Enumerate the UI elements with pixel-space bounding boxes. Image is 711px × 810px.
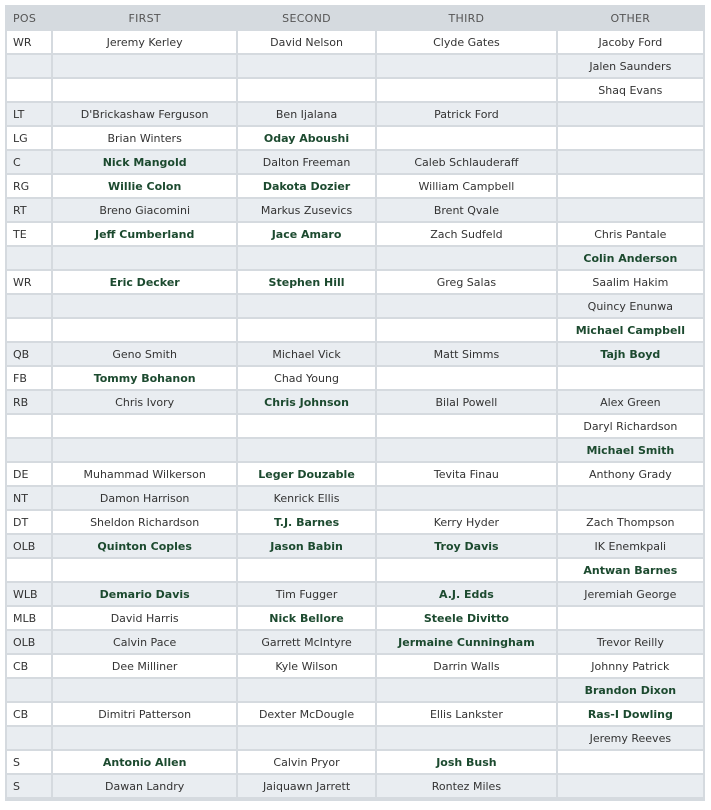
cell-other: Brandon Dixon [558, 679, 703, 701]
cell-first [53, 79, 236, 101]
table-row [7, 439, 703, 461]
cell-first: Calvin Pace [53, 631, 236, 653]
table-row [7, 583, 703, 605]
table-row [7, 295, 703, 317]
cell-first: Demario Davis [53, 583, 236, 605]
table-row [7, 751, 703, 773]
cell-other [558, 175, 703, 197]
cell-pos: NT [7, 487, 51, 509]
table-row [7, 559, 703, 581]
table-row [7, 247, 703, 269]
cell-third: Bilal Powell [377, 391, 556, 413]
cell-third: Troy Davis [377, 535, 556, 557]
cell-second: Chris Johnson [238, 391, 375, 413]
cell-pos [7, 79, 51, 101]
cell-second [238, 727, 375, 749]
cell-second [238, 439, 375, 461]
cell-second [238, 55, 375, 77]
table-row [7, 391, 703, 413]
cell-other: Alex Green [558, 391, 703, 413]
cell-first [53, 559, 236, 581]
cell-pos: RT [7, 199, 51, 221]
cell-first [53, 439, 236, 461]
cell-other: Jeremy Reeves [558, 727, 703, 749]
header-third: THIRD [377, 7, 556, 29]
cell-third: Jermaine Cunningham [377, 631, 556, 653]
table-row [7, 511, 703, 533]
table-row [7, 127, 703, 149]
cell-other: Jeremiah George [558, 583, 703, 605]
depth-chart-body [7, 31, 703, 797]
cell-second: Markus Zusevics [238, 199, 375, 221]
cell-first [53, 295, 236, 317]
table-row [7, 655, 703, 677]
cell-first: Jeff Cumberland [53, 223, 236, 245]
table-row [7, 607, 703, 629]
cell-third [377, 319, 556, 341]
cell-other: Ras-I Dowling [558, 703, 703, 725]
cell-third: Ellis Lankster [377, 703, 556, 725]
cell-pos: DE [7, 463, 51, 485]
table-row [7, 31, 703, 53]
cell-second: Dakota Dozier [238, 175, 375, 197]
cell-pos: LT [7, 103, 51, 125]
cell-other: Trevor Reilly [558, 631, 703, 653]
cell-other: Chris Pantale [558, 223, 703, 245]
cell-third [377, 295, 556, 317]
cell-pos: TE [7, 223, 51, 245]
cell-second: David Nelson [238, 31, 375, 53]
cell-other [558, 487, 703, 509]
cell-pos: LG [7, 127, 51, 149]
cell-other [558, 607, 703, 629]
cell-second [238, 79, 375, 101]
cell-first: Sheldon Richardson [53, 511, 236, 533]
table-row [7, 151, 703, 173]
cell-first: Breno Giacomini [53, 199, 236, 221]
cell-pos [7, 55, 51, 77]
cell-first: Brian Winters [53, 127, 236, 149]
cell-first: Damon Harrison [53, 487, 236, 509]
cell-pos: RG [7, 175, 51, 197]
cell-third: William Campbell [377, 175, 556, 197]
table-row [7, 487, 703, 509]
cell-pos: MLB [7, 607, 51, 629]
header-second: SECOND [238, 7, 375, 29]
cell-first: Geno Smith [53, 343, 236, 365]
cell-second [238, 247, 375, 269]
cell-third: Patrick Ford [377, 103, 556, 125]
header-first: FIRST [53, 7, 236, 29]
cell-other: Shaq Evans [558, 79, 703, 101]
cell-other: Jacoby Ford [558, 31, 703, 53]
cell-pos: WLB [7, 583, 51, 605]
cell-other: Tajh Boyd [558, 343, 703, 365]
cell-first [53, 727, 236, 749]
table-row [7, 631, 703, 653]
cell-third: Greg Salas [377, 271, 556, 293]
cell-first [53, 319, 236, 341]
cell-first [53, 55, 236, 77]
table-row [7, 775, 703, 797]
cell-second [238, 295, 375, 317]
cell-second: Kyle Wilson [238, 655, 375, 677]
table-row [7, 223, 703, 245]
cell-third [377, 727, 556, 749]
cell-second: Stephen Hill [238, 271, 375, 293]
cell-third [377, 55, 556, 77]
cell-other: Colin Anderson [558, 247, 703, 269]
table-row [7, 679, 703, 701]
cell-third [377, 679, 556, 701]
table-row [7, 199, 703, 221]
cell-third: Caleb Schlauderaff [377, 151, 556, 173]
cell-other: Saalim Hakim [558, 271, 703, 293]
cell-second [238, 679, 375, 701]
cell-pos: QB [7, 343, 51, 365]
cell-third [377, 439, 556, 461]
cell-second: Oday Aboushi [238, 127, 375, 149]
table-row [7, 55, 703, 77]
cell-second: Calvin Pryor [238, 751, 375, 773]
cell-other [558, 103, 703, 125]
cell-first: Dee Milliner [53, 655, 236, 677]
table-row [7, 319, 703, 341]
cell-pos [7, 439, 51, 461]
cell-other [558, 199, 703, 221]
cell-other [558, 751, 703, 773]
cell-pos: DT [7, 511, 51, 533]
cell-second: Jason Babin [238, 535, 375, 557]
table-row [7, 463, 703, 485]
cell-first: Quinton Coples [53, 535, 236, 557]
cell-second: Ben Ijalana [238, 103, 375, 125]
header-pos: POS [7, 7, 51, 29]
cell-other [558, 367, 703, 389]
cell-pos: CB [7, 655, 51, 677]
cell-pos: FB [7, 367, 51, 389]
cell-first [53, 679, 236, 701]
header-other: OTHER [558, 7, 703, 29]
depth-chart [5, 5, 705, 801]
header-row [7, 7, 703, 29]
cell-first: Antonio Allen [53, 751, 236, 773]
cell-second: Dalton Freeman [238, 151, 375, 173]
cell-second: Jaiquawn Jarrett [238, 775, 375, 797]
cell-second: Garrett McIntyre [238, 631, 375, 653]
table-row [7, 703, 703, 725]
cell-second: Nick Bellore [238, 607, 375, 629]
table-row [7, 79, 703, 101]
cell-pos: WR [7, 31, 51, 53]
cell-third: Darrin Walls [377, 655, 556, 677]
cell-second: Leger Douzable [238, 463, 375, 485]
table-row [7, 535, 703, 557]
cell-second [238, 415, 375, 437]
cell-third [377, 487, 556, 509]
cell-pos: OLB [7, 631, 51, 653]
cell-pos: C [7, 151, 51, 173]
cell-second: Tim Fugger [238, 583, 375, 605]
cell-third: A.J. Edds [377, 583, 556, 605]
cell-pos: OLB [7, 535, 51, 557]
table-row [7, 175, 703, 197]
cell-first: Dawan Landry [53, 775, 236, 797]
cell-pos: CB [7, 703, 51, 725]
table-row [7, 367, 703, 389]
table-row [7, 343, 703, 365]
table-row [7, 415, 703, 437]
cell-third: Brent Qvale [377, 199, 556, 221]
cell-first: Dimitri Patterson [53, 703, 236, 725]
cell-pos [7, 415, 51, 437]
cell-pos: S [7, 751, 51, 773]
cell-second [238, 319, 375, 341]
cell-third: Josh Bush [377, 751, 556, 773]
cell-third [377, 415, 556, 437]
cell-second: Jace Amaro [238, 223, 375, 245]
cell-other: Michael Campbell [558, 319, 703, 341]
cell-other [558, 151, 703, 173]
cell-third [377, 247, 556, 269]
cell-third [377, 559, 556, 581]
cell-first: Willie Colon [53, 175, 236, 197]
cell-first: Chris Ivory [53, 391, 236, 413]
cell-pos: RB [7, 391, 51, 413]
cell-second: Chad Young [238, 367, 375, 389]
cell-first [53, 415, 236, 437]
cell-third: Tevita Finau [377, 463, 556, 485]
cell-first: Eric Decker [53, 271, 236, 293]
depth-chart-table [5, 5, 705, 799]
cell-third: Rontez Miles [377, 775, 556, 797]
cell-other: Quincy Enunwa [558, 295, 703, 317]
table-row [7, 271, 703, 293]
cell-other: Anthony Grady [558, 463, 703, 485]
cell-other: Antwan Barnes [558, 559, 703, 581]
cell-first [53, 247, 236, 269]
cell-first: Muhammad Wilkerson [53, 463, 236, 485]
cell-pos [7, 679, 51, 701]
table-row [7, 103, 703, 125]
cell-pos: WR [7, 271, 51, 293]
cell-third: Clyde Gates [377, 31, 556, 53]
cell-first: Tommy Bohanon [53, 367, 236, 389]
cell-third [377, 127, 556, 149]
cell-third [377, 79, 556, 101]
cell-pos: S [7, 775, 51, 797]
cell-other: Johnny Patrick [558, 655, 703, 677]
cell-pos [7, 559, 51, 581]
cell-other: Zach Thompson [558, 511, 703, 533]
cell-other: Michael Smith [558, 439, 703, 461]
cell-second: Michael Vick [238, 343, 375, 365]
cell-first: Jeremy Kerley [53, 31, 236, 53]
cell-second [238, 559, 375, 581]
cell-pos [7, 319, 51, 341]
cell-first: D'Brickashaw Ferguson [53, 103, 236, 125]
cell-other: Daryl Richardson [558, 415, 703, 437]
cell-third: Kerry Hyder [377, 511, 556, 533]
cell-second: T.J. Barnes [238, 511, 375, 533]
cell-pos [7, 295, 51, 317]
cell-other [558, 775, 703, 797]
cell-third: Steele Divitto [377, 607, 556, 629]
cell-other [558, 127, 703, 149]
cell-second: Kenrick Ellis [238, 487, 375, 509]
cell-third: Zach Sudfeld [377, 223, 556, 245]
cell-second: Dexter McDougle [238, 703, 375, 725]
cell-third: Matt Simms [377, 343, 556, 365]
cell-first: Nick Mangold [53, 151, 236, 173]
cell-pos [7, 727, 51, 749]
table-row [7, 727, 703, 749]
cell-pos [7, 247, 51, 269]
cell-other: Jalen Saunders [558, 55, 703, 77]
cell-other: IK Enemkpali [558, 535, 703, 557]
cell-first: David Harris [53, 607, 236, 629]
cell-third [377, 367, 556, 389]
